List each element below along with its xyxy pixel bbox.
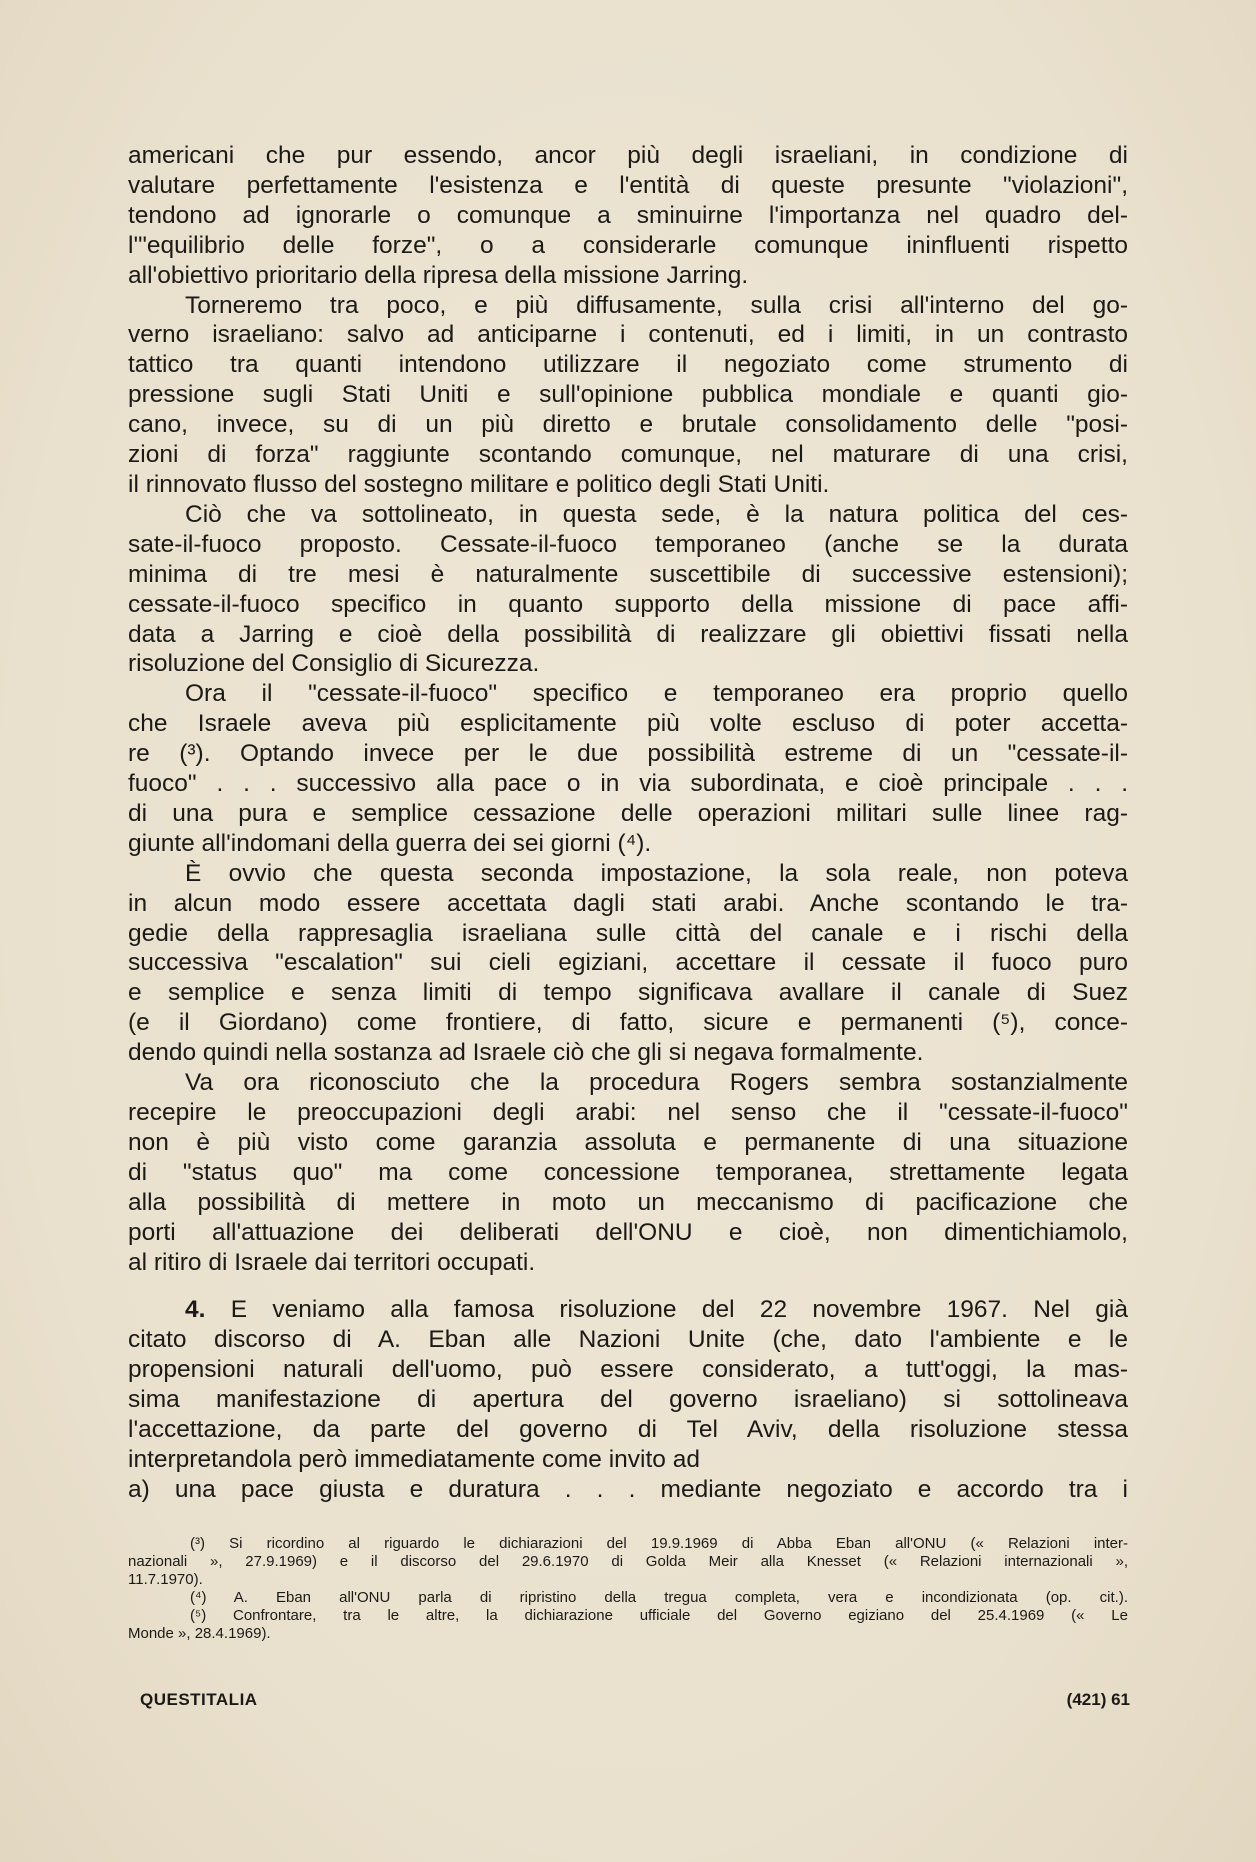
footnote-5-line: Monde », 28.4.1969).: [128, 1625, 271, 1642]
text-line: minima di tre mesi è naturalmente suscettibile di successive estensioni);: [128, 560, 1128, 588]
text-line: gedie della rappresaglia israeliana sulle città del canale e i rischi della: [128, 919, 1128, 947]
text-line: recepire le preoccupazioni degli arabi: nel senso che il "cessate-il-fuoco": [128, 1099, 1128, 1126]
text-line: successiva "escalation" sui cieli egiziani, accettare il cessate il fuoco puro: [128, 949, 1128, 977]
section-gap: [128, 1277, 1128, 1295]
text-line: di una pura e semplice cessazione delle operazioni militari sulle linee rag-: [128, 799, 1128, 827]
text-line: Torneremo tra poco, e più diffusamente, sulla crisi all'interno del go-: [185, 291, 1128, 319]
text-line: pressione sugli Stati Uniti e sull'opinione pubblica mondiale e quanti gio-: [128, 381, 1128, 409]
text-line: interpretandola però immediatamente come invito ad: [128, 1445, 700, 1473]
footnote-3-line: (³) Si ricordino al riguardo le dichiarazioni del 19.9.1969 di Abba Eban all'ONU (« Relazioni inter-: [190, 1535, 1128, 1552]
text-line: Ora il "cessate-il-fuoco" specifico e temporaneo era proprio quello: [185, 680, 1128, 708]
text-line: cano, invece, su di un più diretto e brutale consolidamento delle "posi-: [128, 411, 1128, 439]
text-line: che Israele aveva più esplicitamente più volte escluso di poter accetta-: [128, 710, 1128, 738]
text-line: americani che pur essendo, ancor più degli israeliani, in condizione di: [128, 142, 1128, 169]
text-line: al ritiro di Israele dai territori occupati.: [128, 1248, 536, 1276]
text-line: a) una pace giusta e duratura . . . mediante negoziato e accordo tra i: [128, 1475, 1128, 1503]
journal-name: QUESTITALIA: [140, 1690, 258, 1709]
text-line: valutare perfettamente l'esistenza e l'entità di queste presunte "violazioni",: [128, 171, 1128, 199]
paragraph-3: [128, 500, 1128, 679]
footnote-3-line: 11.7.1970).: [128, 1571, 203, 1588]
text-line: [128, 1295, 1128, 1325]
text-line: fuoco" . . . successivo alla pace o in via subordinata, e cioè principale . . .: [128, 770, 1128, 798]
footnotes: [128, 1535, 1128, 1643]
section-lead-text: E veniamo alla famosa risoluzione del 22 novembre 1967. Nel già: [205, 1296, 1128, 1324]
text-line: Va ora riconosciuto che la procedura Rogers sembra sostanzialmente: [185, 1069, 1128, 1097]
text-line: Ciò che va sottolineato, in questa sede, è la natura politica del ces-: [185, 500, 1128, 528]
footnote-3-line: nazionali », 27.9.1969) e il discorso del 29.6.1970 di Golda Meir alla Knesset (« Relazioni internazionali »,: [128, 1553, 1128, 1570]
footnote-5-line: (⁵) Confrontare, tra le altre, la dichiarazione ufficiale del Governo egiziano del 25.4.1969 (« Le: [190, 1607, 1128, 1624]
text-line: non è più visto come garanzia assoluta e permanente di una situazione: [128, 1128, 1128, 1156]
text-line: dendo quindi nella sostanza ad Israele ciò che gli si negava formalmente.: [128, 1039, 924, 1067]
body-text: [128, 141, 1128, 1505]
text-line: porti all'attuazione dei deliberati dell'ONU e cioè, non dimentichiamolo,: [128, 1218, 1128, 1246]
text-line: cessate-il-fuoco specifico in quanto supporto della missione di pace affi-: [128, 590, 1128, 618]
paragraph-5: [128, 859, 1128, 1068]
page-number: (421) 61: [1066, 1690, 1130, 1709]
paragraph-6: [128, 1068, 1128, 1277]
text-line: verno israeliano: salvo ad anticiparne i contenuti, ed i limiti, in un contrasto: [128, 321, 1128, 349]
text-line: citato discorso di A. Eban alle Nazioni Unite (che, dato l'ambiente e le: [128, 1326, 1128, 1354]
text-line: zioni di forza" raggiunte scontando comunque, nel maturare di una crisi,: [128, 441, 1128, 469]
paragraph-4: [128, 679, 1128, 858]
text-line: propensioni naturali dell'uomo, può essere considerato, a tutt'oggi, la mas-: [128, 1356, 1128, 1384]
text-line: data a Jarring e cioè della possibilità di realizzare gli obiettivi fissati nella: [128, 620, 1128, 648]
text-line: in alcun modo essere accettata dagli stati arabi. Anche scontando le tra-: [128, 889, 1128, 917]
text-line: sima manifestazione di apertura del governo israeliano) si sottolineava: [128, 1386, 1128, 1414]
text-line: il rinnovato flusso del sostegno militare e politico degli Stati Uniti.: [128, 470, 830, 498]
text-line: re (³). Optando invece per le due possibilità estreme di un "cessate-il-: [128, 740, 1128, 768]
paragraph-2: [128, 291, 1128, 500]
text-line: sate-il-fuoco proposto. Cessate-il-fuoco temporaneo (anche se la durata: [128, 530, 1128, 558]
text-line: all'obiettivo prioritario della ripresa della missione Jarring.: [128, 261, 749, 289]
text-line: di "status quo" ma come concessione temporanea, strettamente legata: [128, 1158, 1128, 1186]
text-line: tattico tra quanti intendono utilizzare il negoziato come strumento di: [128, 351, 1128, 379]
text-line: risoluzione del Consiglio di Sicurezza.: [128, 650, 540, 678]
paragraph-section-4: [128, 1295, 1128, 1504]
text-line: È ovvio che questa seconda impostazione, la sola reale, non poteva: [185, 859, 1128, 887]
text-line: tendono ad ignorarle o comunque a sminuirne l'importanza nel quadro del-: [128, 201, 1128, 229]
text-line: e semplice e senza limiti di tempo significava avallare il canale di Suez: [128, 979, 1128, 1007]
text-line: giunte all'indomani della guerra dei sei giorni (⁴).: [128, 829, 652, 857]
footnote-4: (⁴) A. Eban all'ONU parla di ripristino della tregua completa, vera e incondizionata (op. cit.).: [190, 1589, 1128, 1606]
text-line: l'accettazione, da parte del governo di Tel Aviv, della risoluzione stessa: [128, 1416, 1128, 1444]
text-line: alla possibilità di mettere in moto un meccanismo di pacificazione che: [128, 1188, 1128, 1216]
text-line: l'"equilibrio delle forze", o a considerarle comunque ininfluenti rispetto: [128, 231, 1128, 259]
text-line: (e il Giordano) come frontiere, di fatto, sicure e permanenti (⁵), conce-: [128, 1009, 1128, 1037]
section-number: 4.: [185, 1296, 206, 1324]
paragraph-1: [128, 141, 1128, 291]
